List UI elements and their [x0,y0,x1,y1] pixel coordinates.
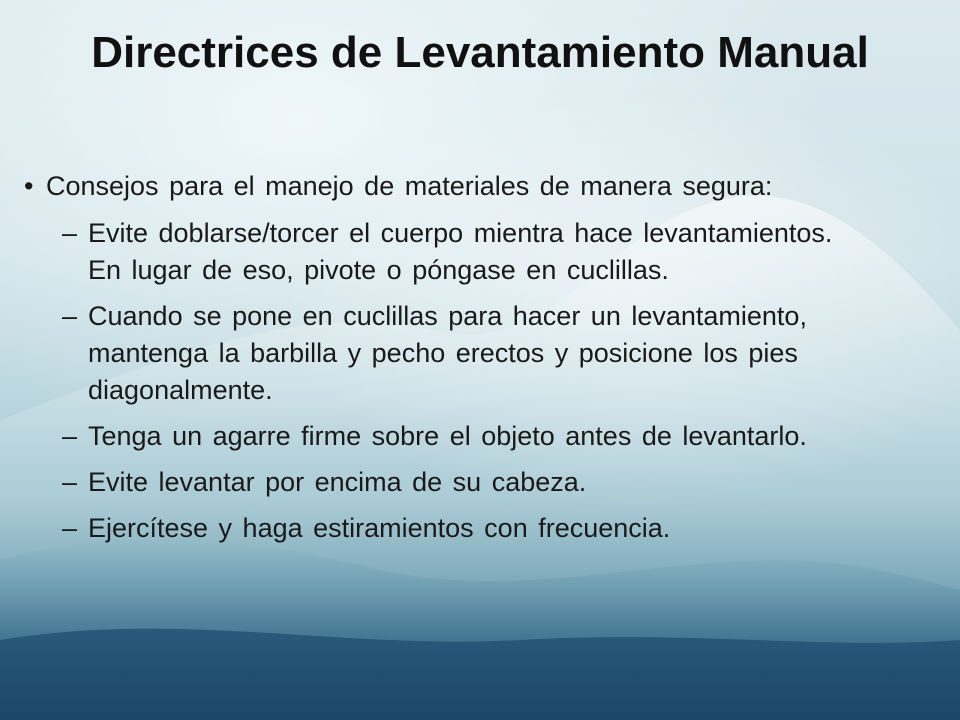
sub-bullet-5 [62,510,844,547]
dash-icon: – [62,421,78,451]
sub-bullet-text: Evite doblarse/torcer el cuerpo mientra hace levantamientos. En lugar de eso, pivote o póngase en cuclillas. [88,218,833,285]
dash-icon: – [62,301,78,331]
sub-bullet-4 [62,464,844,501]
dash-icon: – [62,218,78,248]
sub-bullet-text: Ejercítese y haga estiramientos con frecuencia. [88,513,671,543]
bullet-main-text: Consejos para el manejo de materiales de manera segura: [46,171,773,201]
slide-body [24,168,844,556]
dash-icon: – [62,513,78,543]
sub-bullet-text: Cuando se pone en cuclillas para hacer un levantamiento, mantenga la barbilla y pecho erectos y posicione los pies diagonalmente. [88,301,807,405]
sub-bullet-text: Tenga un agarre firme sobre el objeto antes de levantarlo. [88,421,807,451]
sub-bullet-1 [62,215,844,289]
bullet-main [24,168,844,205]
slide-title: Directrices de Levantamiento Manual [91,28,869,77]
bullet-icon: • [24,171,34,201]
sub-bullet-text: Evite levantar por encima de su cabeza. [88,467,587,497]
sub-bullet-2 [62,298,844,409]
sub-bullet-3 [62,418,844,455]
dash-icon: – [62,467,78,497]
